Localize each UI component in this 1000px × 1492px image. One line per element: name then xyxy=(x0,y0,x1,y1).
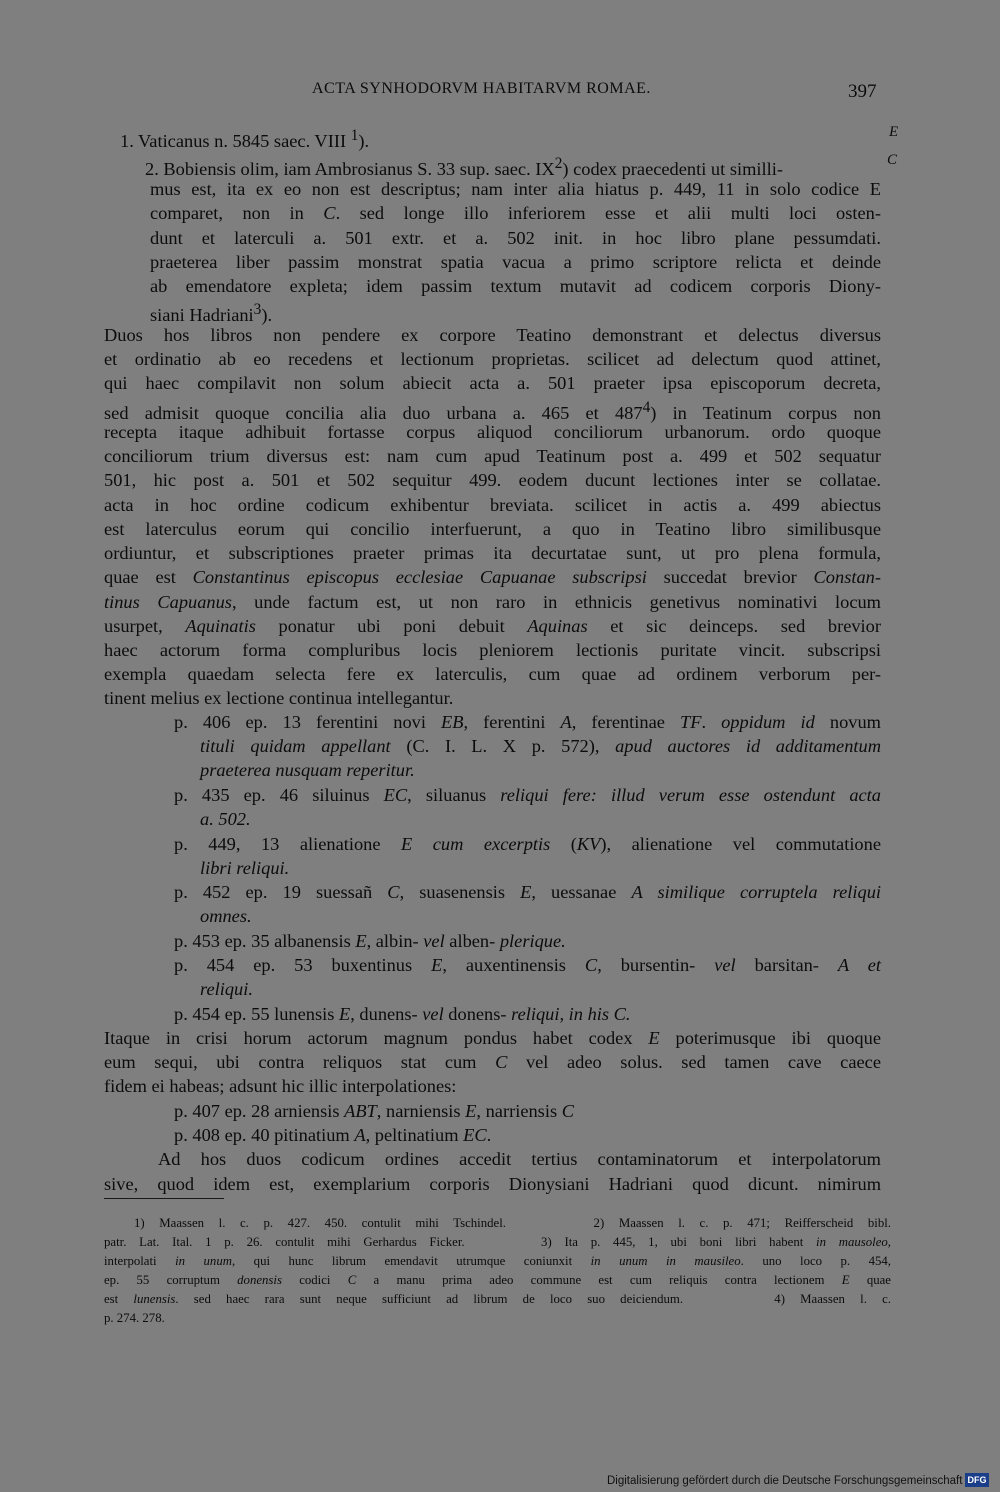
text-line: sed admisit quoque concilia alia duo urbana a. 465 et $487^4$) in Teatinum corpus non xyxy=(104,399,882,424)
text-line: 2. Bobiensis olim, iam Ambrosianus S. 33 sup. saec. $IX^2$) codex praecedenti ut similli- xyxy=(145,155,783,180)
text-line: libri reliqui. xyxy=(200,858,290,878)
text-line: ordiuntur, et subscriptiones praeter primas ita decurtatae sunt, ut pro plena formula, xyxy=(104,543,881,563)
text-line: Itaque in crisi horum actorum magnum pondus habet codex E poterimusque ibi quoque xyxy=(104,1028,881,1048)
running-title: ACTA SYNHODORVM HABITARVM ROMAE. xyxy=(312,80,651,97)
text-line: p. 408 ep. 40 pitinatium A, peltinatium EC. xyxy=(174,1125,492,1145)
text-line: praeterea nusquam reperitur. xyxy=(200,760,415,780)
text-line: Duos hos libros non pendere ex corpore Teatino demonstrant et delectus diversus xyxy=(104,325,881,345)
text-line: p. 406 ep. 13 ferentini novi EB, ferentini A, ferentinae TF. oppidum id novum xyxy=(174,712,881,732)
text-line: exempla quaedam selecta fere ex laterculis, cum quae ad ordinem verborum per- xyxy=(104,664,881,684)
text-line: et ordinatio ab eo recedens et lectionum proprietas. scilicet ad delectum quod attinet, xyxy=(104,349,881,369)
text-line: p. 435 ep. 46 siluinus EC, siluanus reliqui fere: illud verum esse ostendunt acta xyxy=(174,785,881,805)
text-line: recepta itaque adhibuit fortasse corpus aliquod conciliorum urbanorum. ordo quoque xyxy=(104,422,881,442)
text-line: p. 454 ep. 55 lunensis E, dunens- vel donens- reliqui, in his C. xyxy=(174,1004,631,1024)
text-line: p. 453 ep. 35 albanensis E, albin- vel alben- plerique. xyxy=(174,931,566,951)
text-line: eum sequi, ubi contra reliquos stat cum C vel adeo solus. sed tamen cave caece xyxy=(104,1052,881,1072)
text-line: 501, hic post a. 501 et 502 sequitur 499. eodem ducunt lectiones inter se collatae. xyxy=(104,470,881,490)
text-line: est laterculus eorum qui concilio interfuerunt, a quo in Teatino libro similibusque xyxy=(104,519,881,539)
text-line: usurpet, Aquinatis ponatur ubi poni debuit Aquinas et sic deinceps. sed brevior xyxy=(104,616,881,636)
footnote-rule xyxy=(104,1198,224,1199)
text-line: p. 407 ep. 28 arniensis ABT, narniensis E, narriensis C xyxy=(174,1101,574,1121)
text-line: a. 502. xyxy=(200,809,251,829)
footnote-line: ep. 55 corruptum donensis codici C a manu prima adeo commune est cum reliquis contra lectionem E quae xyxy=(104,1273,891,1287)
page-number: 397 xyxy=(848,81,877,102)
text-line: conciliorum trium diversus est: nam cum apud Teatinum post a. 499 et 502 sequatur xyxy=(104,446,881,466)
text-line: 1. Vaticanus n. 5845 saec. VIII $^1$). xyxy=(120,127,370,152)
dfg-credit: Digitalisierung gefördert durch die Deutsche Forschungsgemeinschaft xyxy=(607,1475,963,1487)
text-line: praeterea liber passim monstrat spatia vacua a primo scriptore relicta et deinde xyxy=(150,252,881,272)
text-line: comparet, non in C. sed longe illo inferiorem esse et alii multi loci osten- xyxy=(150,203,881,223)
text-line: p. 452 ep. 19 suessañ C, suasenensis E, uessanae A similique corruptela reliqui xyxy=(174,882,882,902)
dfg-logo: DFG xyxy=(965,1473,989,1487)
text-line: p. 449, 13 alienatione E cum excerptis (KV), alienatione vel commutatione xyxy=(174,834,881,854)
footnote-line: 1) Maassen l. c. p. 427. 450. contulit mihi Tschindel. 2) Maassen l. c. p. 471; Reifferscheid bibl. xyxy=(134,1216,891,1230)
margin-siglum-e: E xyxy=(889,124,899,140)
footnote-line: p. 274. 278. xyxy=(104,1311,165,1325)
text-line: sive, quod idem est, exemplarium corporis Dionysiani Hadriani quod dicunt. nimirum xyxy=(104,1174,881,1194)
page-header xyxy=(0,80,1000,108)
text-line: reliqui. xyxy=(200,979,253,999)
text-line: haec actorum forma compluribus locis pleniorem lectionis puritate vincit. subscripsi xyxy=(104,640,881,660)
text-line: p. 454 ep. 53 buxentinus E, auxentinensis C, bursentin- vel barsitan- A et xyxy=(174,955,881,975)
text-line: tituli quidam appellant (C. I. L. X p. 572), apud auctores id additamentum xyxy=(200,736,882,756)
text-line: siani Hadriani$^3$). xyxy=(150,301,273,326)
text-line: ab emendatore expleta; idem passim textum mutavit ad codicem corporis Diony- xyxy=(150,276,881,296)
margin-siglum-c: C xyxy=(887,152,898,168)
text-line: quae est Constantinus episcopus ecclesiae Capuanae subscripsi succedat brevior Constan- xyxy=(104,567,881,587)
footnote-line: est lunensis. sed haec rara sunt neque sufficiunt ad librum de loco suo deiciendum. 4) Maassen l. c. xyxy=(104,1292,891,1306)
footnote-line: patr. Lat. Ital. 1 p. 26. contulit mihi Gerhardus Ficker. 3) Ita p. 445, 1, ubi boni libri habent in mausoleo, xyxy=(104,1235,891,1249)
text-line: Ad hos duos codicum ordines accedit tertius contaminatorum et interpolatorum xyxy=(158,1149,881,1169)
footnote-line: interpolati in unum, qui hunc librum emendavit utrumque coniunxit in unum in mausileo. uno loco p. 454, xyxy=(104,1254,892,1268)
text-line: dunt et laterculi a. 501 extr. et a. 502 init. in hoc libro plane pessumdati. xyxy=(150,228,881,248)
text-line: qui haec compilavit non solum abiecit acta a. 501 praeter ipsa episcoporum decreta, xyxy=(104,373,881,393)
text-line: omnes. xyxy=(200,906,252,926)
text-line: tinus Capuanus, unde factum est, ut non raro in ethnicis genetivus nominativi locum xyxy=(104,592,881,612)
text-line: fidem ei habeas; adsunt hic illic interpolationes: xyxy=(104,1076,457,1096)
text-line: tinent melius ex lectione continua intellegantur. xyxy=(104,688,454,708)
text-line: mus est, ita ex eo non est descriptus; nam inter alia hiatus p. 449, 11 in solo codice E xyxy=(150,179,881,199)
text-line: acta in hoc ordine codicum exhibentur breviata. scilicet in actis a. 499 abiectus xyxy=(104,495,881,515)
